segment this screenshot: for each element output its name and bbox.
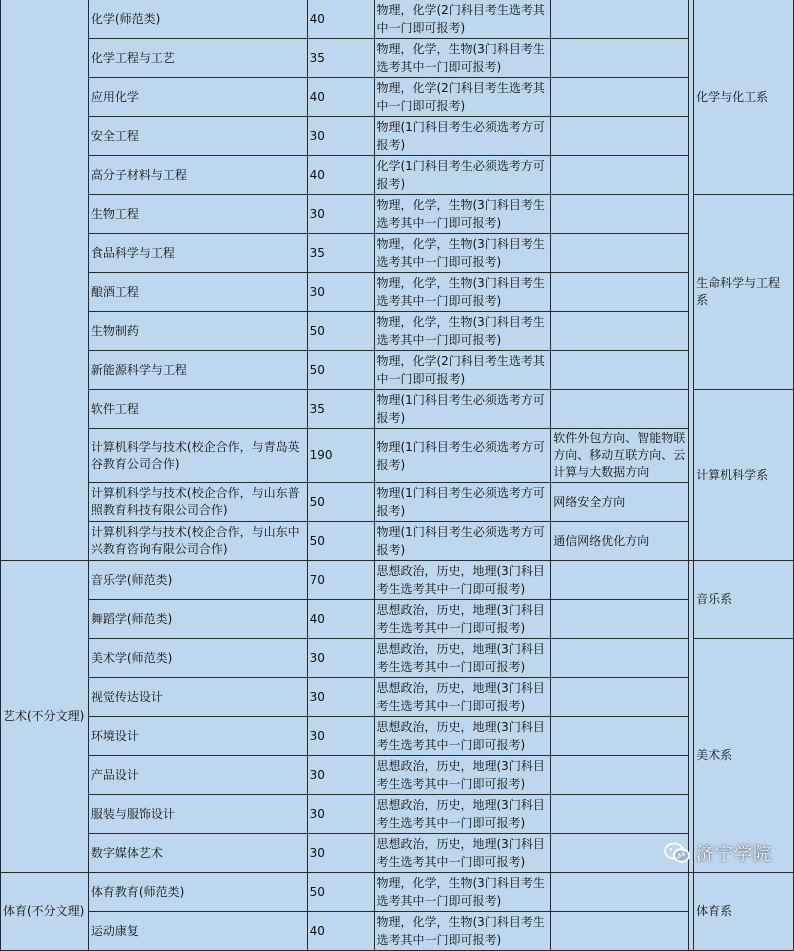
plan-count-cell: 30: [307, 195, 374, 234]
plan-count-cell: 35: [307, 234, 374, 273]
plan-count-cell: 30: [307, 273, 374, 312]
subject-requirement-cell: 物理(1门科目考生必须选考方可报考): [374, 429, 551, 483]
plan-count-cell: 40: [307, 156, 374, 195]
plan-count-cell: 50: [307, 873, 374, 912]
table-row: [1, 390, 794, 429]
table-row: [1, 312, 794, 351]
subject-requirement-cell: 思想政治，历史，地理(3门科目考生选考其中一门即可报考): [374, 639, 551, 678]
plan-count-cell: 30: [307, 717, 374, 756]
plan-count-cell: 35: [307, 390, 374, 429]
note-cell: [551, 639, 689, 678]
subject-requirement-cell: 思想政治，历史，地理(3门科目考生选考其中一门即可报考): [374, 834, 551, 873]
table-row: [1, 0, 794, 39]
plan-count-cell: 40: [307, 78, 374, 117]
major-name-cell: 酿酒工程: [88, 273, 307, 312]
plan-count-cell: 35: [307, 39, 374, 78]
table-row: [1, 912, 794, 951]
major-name-cell: 化学工程与工艺: [88, 39, 307, 78]
subject-requirement-cell: 化学(1门科目考生必须选考方可报考): [374, 156, 551, 195]
major-name-cell: 高分子材料与工程: [88, 156, 307, 195]
table-row: [1, 429, 794, 483]
subject-requirement-cell: 物理，化学，生物(3门科目考生选考其中一门即可报考): [374, 273, 551, 312]
note-cell: [551, 756, 689, 795]
plan-count-cell: 40: [307, 912, 374, 951]
subject-requirement-cell: 思想政治，历史，地理(3门科目考生选考其中一门即可报考): [374, 795, 551, 834]
subject-requirement-cell: 物理，化学，生物(3门科目考生选考其中一门即可报考): [374, 873, 551, 912]
note-cell: [551, 600, 689, 639]
note-cell: [551, 351, 689, 390]
major-name-cell: 软件工程: [88, 390, 307, 429]
major-name-cell: 运动康复: [88, 912, 307, 951]
note-cell: [551, 273, 689, 312]
category-cell: 体育(不分文理): [1, 873, 89, 951]
note-cell: [551, 834, 689, 873]
department-cell: 体育系: [694, 873, 794, 951]
note-cell: [551, 678, 689, 717]
note-cell: [551, 234, 689, 273]
department-cell: 音乐系: [694, 561, 794, 639]
major-name-cell: 安全工程: [88, 117, 307, 156]
subject-requirement-cell: 思想政治，历史，地理(3门科目考生选考其中一门即可报考): [374, 561, 551, 600]
table-row: [1, 639, 794, 678]
plan-count-cell: 50: [307, 351, 374, 390]
table-row: [1, 795, 794, 834]
department-cell: 计算机科学系: [694, 390, 794, 561]
table-row: [1, 717, 794, 756]
subject-requirement-cell: 思想政治，历史，地理(3门科目考生选考其中一门即可报考): [374, 600, 551, 639]
subject-requirement-cell: 物理，化学，生物(3门科目考生选考其中一门即可报考): [374, 312, 551, 351]
major-name-cell: 生物制药: [88, 312, 307, 351]
plan-count-cell: 30: [307, 678, 374, 717]
major-name-cell: 化学(师范类): [88, 0, 307, 39]
major-name-cell: 视觉传达设计: [88, 678, 307, 717]
table-row: [1, 834, 794, 873]
note-cell: [551, 195, 689, 234]
subject-requirement-cell: 物理(1门科目考生必须选考方可报考): [374, 390, 551, 429]
subject-requirement-cell: 物理(1门科目考生必须选考方可报考): [374, 117, 551, 156]
major-name-cell: 环境设计: [88, 717, 307, 756]
note-cell: [551, 39, 689, 78]
subject-requirement-cell: 物理，化学(2门科目考生选考其中一门即可报考): [374, 78, 551, 117]
plan-count-cell: 50: [307, 312, 374, 351]
table-row: [1, 156, 794, 195]
subject-requirement-cell: 物理(1门科目考生必须选考方可报考): [374, 522, 551, 561]
plan-count-cell: 30: [307, 117, 374, 156]
note-cell: [551, 561, 689, 600]
table-row: [1, 756, 794, 795]
table-row: [1, 522, 794, 561]
note-cell: [551, 717, 689, 756]
subject-requirement-cell: 物理，化学，生物(3门科目考生选考其中一门即可报考): [374, 912, 551, 951]
major-name-cell: 食品科学与工程: [88, 234, 307, 273]
subject-requirement-cell: 物理(1门科目考生必须选考方可报考): [374, 483, 551, 522]
major-name-cell: 计算机科学与技术(校企合作，与山东中兴教育咨询有限公司合作): [88, 522, 307, 561]
plan-count-cell: 190: [307, 429, 374, 483]
note-cell: [551, 795, 689, 834]
major-name-cell: 数字媒体艺术: [88, 834, 307, 873]
major-name-cell: 音乐学(师范类): [88, 561, 307, 600]
note-cell: 网络安全方向: [551, 483, 689, 522]
major-name-cell: 新能源科学与工程: [88, 351, 307, 390]
subject-requirement-cell: 思想政治，历史，地理(3门科目考生选考其中一门即可报考): [374, 678, 551, 717]
plan-count-cell: 50: [307, 522, 374, 561]
note-cell: 通信网络优化方向: [551, 522, 689, 561]
table-row: [1, 483, 794, 522]
plan-count-cell: 40: [307, 0, 374, 39]
table-row: [1, 561, 794, 600]
plan-count-cell: 70: [307, 561, 374, 600]
note-cell: [551, 390, 689, 429]
table-row: [1, 873, 794, 912]
plan-count-cell: 30: [307, 834, 374, 873]
major-name-cell: 服装与服饰设计: [88, 795, 307, 834]
category-cell: 艺术(不分文理): [1, 561, 89, 873]
major-name-cell: 舞蹈学(师范类): [88, 600, 307, 639]
table-row: [1, 600, 794, 639]
note-cell: [551, 0, 689, 39]
note-cell: 软件外包方向、智能物联方向、移动互联方向、云计算与大数据方向: [551, 429, 689, 483]
subject-requirement-cell: 物理，化学，生物(3门科目考生选考其中一门即可报考): [374, 39, 551, 78]
major-name-cell: 体育教育(师范类): [88, 873, 307, 912]
major-name-cell: 产品设计: [88, 756, 307, 795]
major-name-cell: 美术学(师范类): [88, 639, 307, 678]
department-cell: 生命科学与工程系: [694, 195, 794, 390]
table-body: [1, 0, 794, 951]
table-row: [1, 678, 794, 717]
note-cell: [551, 78, 689, 117]
subject-requirement-cell: 物理，化学，生物(3门科目考生选考其中一门即可报考): [374, 234, 551, 273]
note-cell: [551, 873, 689, 912]
table-row: [1, 234, 794, 273]
note-cell: [551, 156, 689, 195]
major-name-cell: 计算机科学与技术(校企合作，与山东普照教育科技有限公司合作): [88, 483, 307, 522]
subject-requirement-cell: 物理，化学(2门科目考生选考其中一门即可报考): [374, 351, 551, 390]
watermark-text: 济宁学院: [696, 844, 772, 865]
department-cell: 美术系: [694, 639, 794, 873]
plan-count-cell: 30: [307, 639, 374, 678]
subject-requirement-cell: 思想政治，历史，地理(3门科目考生选考其中一门即可报考): [374, 717, 551, 756]
note-cell: [551, 117, 689, 156]
table-row: [1, 39, 794, 78]
note-cell: [551, 912, 689, 951]
table-row: [1, 273, 794, 312]
plan-count-cell: 50: [307, 483, 374, 522]
note-cell: [551, 312, 689, 351]
plan-count-cell: 30: [307, 795, 374, 834]
category-cell: [1, 0, 89, 561]
subject-requirement-cell: 思想政治，历史，地理(3门科目考生选考其中一门即可报考): [374, 756, 551, 795]
table-row: [1, 117, 794, 156]
major-name-cell: 计算机科学与技术(校企合作，与青岛英谷教育公司合作): [88, 429, 307, 483]
table-row: [1, 195, 794, 234]
plan-count-cell: 40: [307, 600, 374, 639]
subject-requirement-cell: 物理，化学(2门科目考生选考其中一门即可报考): [374, 0, 551, 39]
major-name-cell: 生物工程: [88, 195, 307, 234]
major-name-cell: 应用化学: [88, 78, 307, 117]
department-cell: 化学与化工系: [694, 0, 794, 195]
subject-requirement-cell: 物理，化学，生物(3门科目考生选考其中一门即可报考): [374, 195, 551, 234]
plan-count-cell: 30: [307, 756, 374, 795]
table-row: [1, 351, 794, 390]
table-row: [1, 78, 794, 117]
